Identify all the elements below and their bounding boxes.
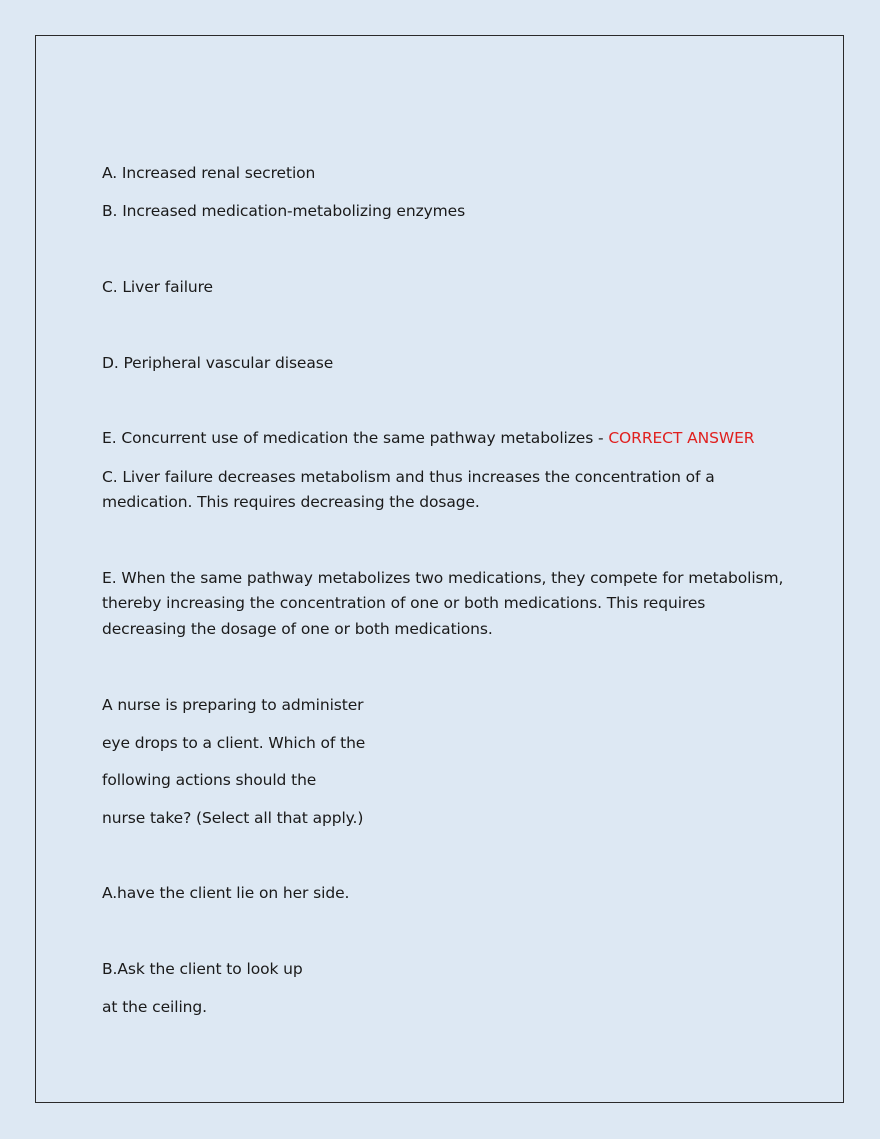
rationale-e-line-1: E. When the same pathway metabolizes two medications, they compete for metabolism,	[102, 569, 784, 587]
q1-option-e-text: E. Concurrent use of medication the same pathway metabolizes -	[102, 429, 609, 447]
q1-option-a: A. Increased renal secretion	[102, 164, 316, 182]
q2-stem-line-4: nurse take? (Select all that apply.)	[102, 809, 364, 827]
q1-option-c: C. Liver failure	[102, 278, 213, 296]
rationale-c-line-2: medication. This requires decreasing the dosage.	[102, 493, 480, 511]
q2-stem-line-3: following actions should the	[102, 771, 317, 789]
q1-option-d: D. Peripheral vascular disease	[102, 354, 334, 372]
q1-option-b: B. Increased medication-metabolizing enzymes	[102, 202, 466, 220]
q2-option-a: A.have the client lie on her side.	[102, 884, 350, 902]
rationale-c-line-1: C. Liver failure decreases metabolism and thus increases the concentration of a	[102, 468, 715, 486]
rationale-e-line-2: thereby increasing the concentration of one or both medications. This requires	[102, 594, 706, 612]
q2-option-b-line-2: at the ceiling.	[102, 998, 207, 1016]
q2-stem-line-1: A nurse is preparing to administer	[102, 696, 364, 714]
q2-option-b-line-1: B.Ask the client to look up	[102, 960, 303, 978]
q2-stem-line-2: eye drops to a client. Which of the	[102, 734, 366, 752]
correct-answer-label: CORRECT ANSWER	[608, 429, 755, 447]
q1-option-e	[102, 426, 754, 451]
rationale-e-line-3: decreasing the dosage of one or both medications.	[102, 620, 493, 638]
